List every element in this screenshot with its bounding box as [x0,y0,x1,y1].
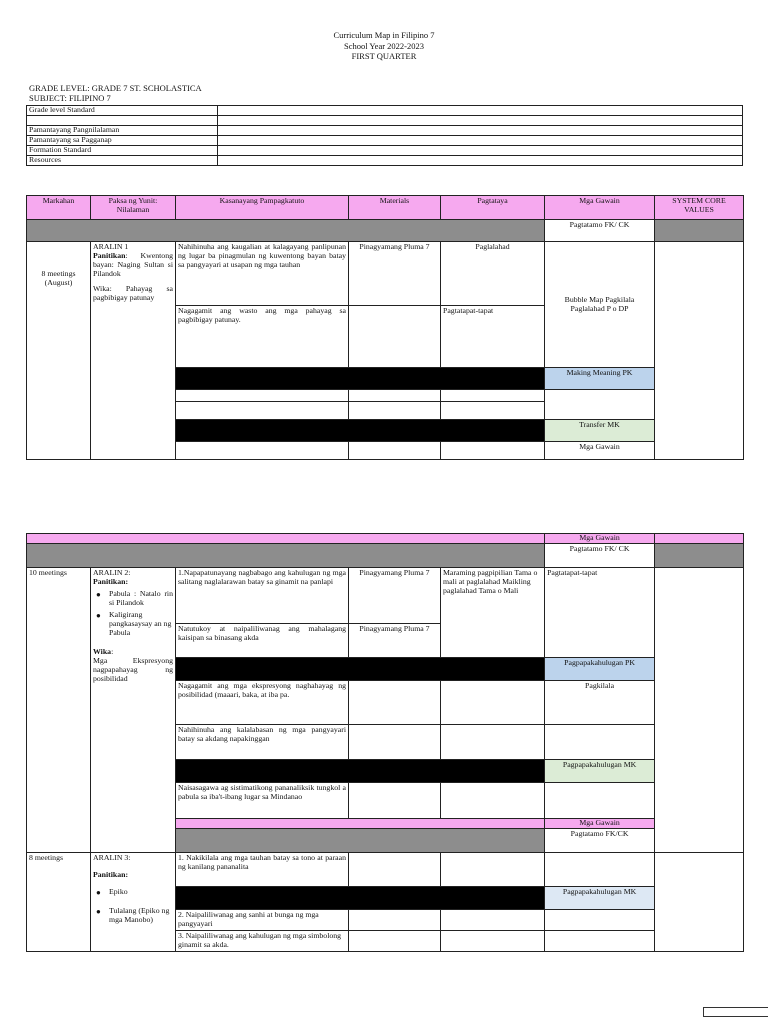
skill-cell: 1.Napapatunayang nagbabago ang kahulugan ng mga salitang naglalarawan batay sa ginamit na panlapi [176,568,349,624]
panitikan-text: Panitikan: Kwentong bayan: Naging Sultan si Pilandok [93,250,173,278]
assessment-cell: Paglalahad [441,242,545,306]
col-markahan: Markahan [27,196,91,220]
info-label [27,116,218,126]
making-meaning-cell: Making Meaning PK [545,368,655,390]
list-item: ● Pabula : Natalo rin si Pilandok [109,590,173,608]
skill-cell: Naisasagawa ag sistimatikong pananaliksik tungkol a pabula sa iba't-ibang lugar sa Mindanao [176,783,349,819]
skill-cell: Nahihinuha ang kaugalian at kalagayang panlipunan ng lugar ba pinagmulan ng kuwentong bayan batay sa pangyayari at usapan ng mga tauhan [176,242,349,306]
col-pagtataya: Pagtataya [441,196,545,220]
table-row [27,220,744,242]
skill-cell: 3. Naipaliliwanag ang kahulugan ng mga simbolong ginamit sa akda. [176,931,349,952]
paksa-cell [91,853,176,952]
panitikan-label: Panitikan: [93,869,129,879]
panitikan-label: Panitikan: [93,576,129,586]
markahan-cell: 8 meetings [27,853,91,952]
mga-gawain-cell: Mga Gawain [545,442,655,460]
paksa-cell [91,568,176,853]
panitikan-list [93,590,173,638]
skill-cell: Nagagamit ang mga ekspresyong naghahayag ng posibilidad (maaari, baka, at iba pa. [176,681,349,725]
col-paksa: Paksa ng Yunit: Nilalaman [91,196,176,220]
quarter-label: FIRST QUARTER [351,51,417,62]
table-header-row [27,196,744,220]
aralin-title: ARALIN 2: [93,568,131,577]
table-row [27,116,743,126]
list-item: ● Kaligirang pangkasaysay an ng Pabula [109,611,173,638]
table-row [27,568,744,624]
col-kasanayan: Kasanayang Pampagkatuto [176,196,349,220]
markahan-cell: 8 meetings (August) [27,242,91,460]
material-cell: Pinagyamang Pluma 7 [349,624,441,658]
skill-cell: 2. Naipaliliwanag ang sanhi at bunga ng mga pangyayari [176,910,349,931]
info-label: Formation Standard [27,146,218,156]
pagtatamo-cell: Pagtatamo FK/CK [545,829,655,853]
markahan-cell: 10 meetings [27,568,91,853]
info-label: Pamantayang Pangnilalaman [27,126,218,136]
assessment-cell: Maraming pagpipilian Tama o mali at paglalahad Maikling paglalahad Tama o Mali [441,568,545,658]
table-row [27,146,743,156]
subject: SUBJECT: FILIPINO 7 [29,92,111,103]
skill-cell: Nagagamit ang wasto ang mga pahayag sa pagbibigay patunay. [176,306,349,368]
info-label: Resources [27,156,218,166]
pagpapakahulugan-mk-cell: Pagpapakahulugan MK [545,887,655,910]
wika-text: Mga Ekspresyong nagpapahayag ng posibilidad [93,655,173,683]
table-row [27,126,743,136]
skill-cell: Natutukoy at naipaliliwanag ang mahalagang kaisipan sa binasang akda [176,624,349,658]
skill-cell: Nahihinuha ang kalalabasan ng mga pangyayari batay sa akdang napakinggan [176,725,349,760]
table-row [27,242,744,306]
grade-level: GRADE LEVEL: GRADE 7 ST. SCHOLASTICA [29,83,202,93]
table-row [27,534,744,544]
wika-text: Wika: Pahayag sa pagbibigay patunay [93,283,173,302]
pagtatamo-cell: Pagtatamo FK/ CK [545,220,655,242]
paksa-cell [91,242,176,460]
standards-table [26,105,743,166]
transfer-cell: Transfer MK [545,420,655,442]
skill-cell: 1. Nakikilala ang mga tauhan batay sa tono at paraan ng kanilang pananalita [176,853,349,887]
pagtatamo-cell: Pagtatamo FK/ CK [545,544,655,568]
col-gawain: Mga Gawain [545,196,655,220]
info-label: Pamantayang sa Pagganap [27,136,218,146]
table-row [27,106,743,116]
info-label: Grade level Standard [27,106,218,116]
table-row [27,544,744,568]
material-cell: Pinagyamang Pluma 7 [349,568,441,624]
table-row [27,136,743,146]
material-cell: Pinagyamang Pluma 7 [349,242,441,306]
panitikan-list [93,888,173,925]
page-corner-box [703,1007,768,1017]
table-row [27,156,743,166]
meta-block [29,84,202,104]
aralin-title: ARALIN 1 [93,242,129,251]
col-materials: Materials [349,196,441,220]
document-header [0,30,768,62]
table-row [27,853,744,887]
mga-gawain-cell: Mga Gawain [545,534,655,544]
list-item: ● Tulalang (Epiko ng mga Manobo) [109,907,173,925]
wika-label: Wika: [93,646,114,656]
gawain-list: Bubble Map Pagkilala Paglalahad P o DP [545,242,655,368]
gawain-cell: Pagkilala [545,681,655,725]
pagpapakahulugan-mk-cell: Pagpapakahulugan MK [545,760,655,783]
list-item: ● Epiko [109,888,173,897]
mga-gawain-cell: Mga Gawain [545,819,655,829]
aralin-title: ARALIN 3: [93,853,131,862]
pagpapakahulugan-pk-cell: Pagpapakahulugan PK [545,658,655,681]
gawain-cell: Pagtatapat-tapat [545,568,655,658]
document-title: Curriculum Map in Filipino 7 [333,30,435,40]
school-year: School Year 2022-2023 [343,40,425,51]
curriculum-table-2 [26,533,744,952]
col-core-values: SYSTEM CORE VALUES [655,196,744,220]
assessment-cell: Pagtatapat-tapat [441,306,545,368]
curriculum-table-1 [26,195,744,460]
